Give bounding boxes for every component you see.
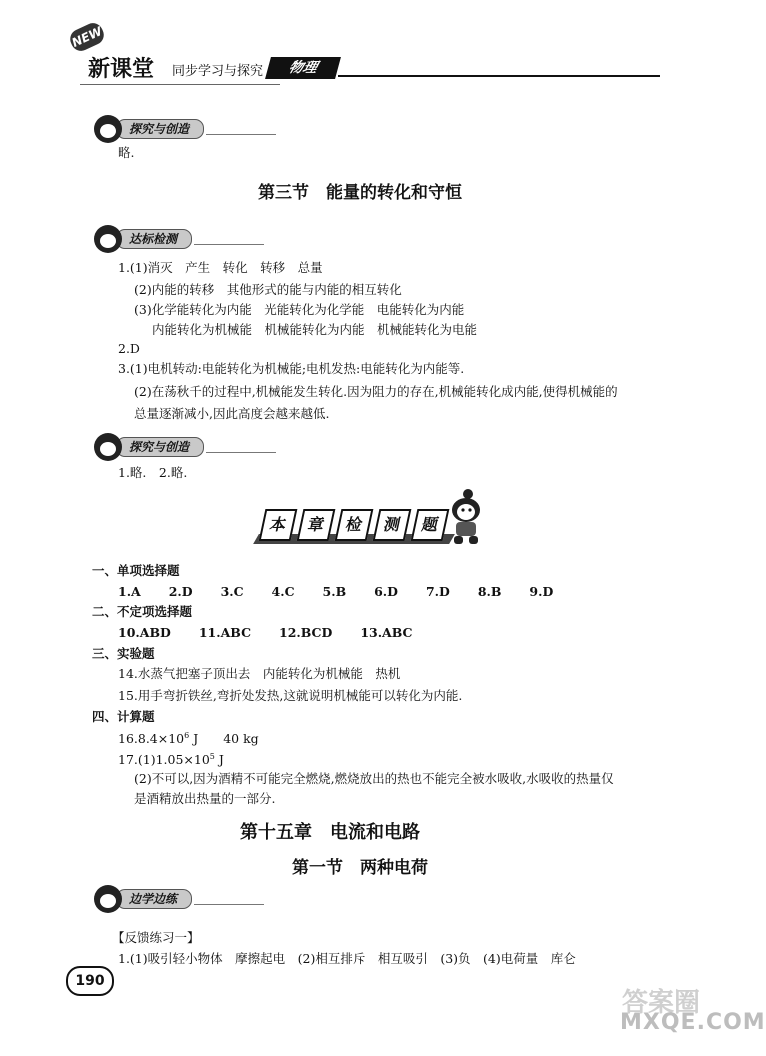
answer-item: 7.D [425, 584, 450, 599]
section-title: 第一节 两种电荷 [292, 858, 428, 878]
answer-line: (2)内能的转移 其他形式的能与内能的相互转化 [134, 282, 402, 297]
mascot-icon [94, 885, 122, 913]
answer-line: (2)不可以,因为酒精不可能完全燃烧,燃烧放出的热也不能完全被水吸收,水吸收的热量仅 [134, 771, 614, 786]
question-type-title: 一、单项选择题 [92, 563, 180, 578]
mascot-icon [94, 225, 122, 253]
answer-line: 1.(1)消灭 产生 转化 转移 总量 [118, 260, 323, 275]
practice-badge [94, 884, 264, 914]
banner-char: 检 [335, 509, 374, 541]
answer-line: (2)在荡秋千的过程中,机械能发生转化.因为阻力的存在,机械能转化成内能,使得机械能的 [134, 384, 618, 399]
answer-line: 2.D [118, 341, 140, 356]
answer-line: 总量逐渐减小,因此高度会越来越低. [134, 406, 330, 421]
badge-label: 达标检测 [116, 229, 192, 249]
answer-item: 2.D [168, 584, 193, 599]
mascot-icon [94, 115, 122, 143]
section-title: 第三节 能量的转化和守恒 [258, 183, 462, 203]
answer-line: 3.(1)电机转动:电能转化为机械能;电机发热:电能转化为内能等. [118, 361, 465, 376]
mascot-icon [446, 488, 486, 548]
badge-line [194, 244, 264, 245]
answer-item: 3.C [220, 584, 244, 599]
answer-item: 5.B [322, 584, 347, 599]
explore2-answer: 1.略. 2.略. [118, 465, 188, 480]
series-name: 同步学习与探究 [172, 64, 264, 79]
exponent: 6 [184, 731, 190, 740]
banner-char: 测 [373, 509, 412, 541]
explore-badge [94, 432, 276, 462]
answer-line: 内能转化为机械能 机械能转化为内能 机械能转化为电能 [152, 322, 478, 337]
answer-line [118, 749, 224, 768]
feedback-title: 【反馈练习一】 [112, 930, 200, 945]
multi-choice-answers [118, 625, 413, 641]
answer-item: 4.C [271, 584, 295, 599]
chapter-test-banner [258, 506, 450, 544]
check-badge [94, 224, 264, 254]
new-badge: NEW [67, 20, 107, 54]
header-rule [338, 75, 660, 77]
badge-line [206, 452, 276, 453]
chapter-title: 第十五章 电流和电路 [240, 822, 420, 843]
answer-line: 14.水蒸气把塞子顶出去 内能转化为机械能 热机 [118, 666, 401, 681]
badge-label: 探究与创造 [116, 119, 204, 139]
exponent: 5 [209, 752, 215, 761]
header-rule-thin [80, 84, 280, 85]
question-type-title: 二、不定项选择题 [92, 604, 193, 619]
answer-item: 1.A [118, 584, 141, 599]
question-type-title: 三、实验题 [92, 646, 155, 661]
answer-item: 9.D [529, 584, 554, 599]
answer-line: 1.(1)吸引轻小物体 摩擦起电 (2)相互排斥 相互吸引 (3)负 (4)电荷量 库仑 [118, 951, 576, 966]
subject-tag: 物理 [265, 57, 341, 79]
answer-item: 10.ABD [118, 625, 171, 640]
banner-char: 题 [411, 509, 450, 541]
answer-item: 11.ABC [198, 625, 252, 640]
watermark-logo: 答案圈 [622, 988, 701, 1018]
answer-item: 13.ABC [360, 625, 413, 640]
badge-line [194, 904, 264, 905]
answer-item: 6.D [374, 584, 398, 599]
answer-text: 17.(1)1.05×10 [118, 752, 210, 768]
answer-line: 是酒精放出热量的一部分. [134, 791, 276, 806]
badge-label: 探究与创造 [116, 437, 204, 457]
explore-badge [94, 114, 276, 144]
page-number: 190 [66, 966, 114, 996]
answer-text: J 40 kg [189, 731, 259, 747]
answer-item: 12.BCD [279, 625, 333, 640]
single-choice-answers [118, 584, 553, 600]
mascot-icon [94, 433, 122, 461]
answer-text: J [214, 752, 224, 768]
banner-char: 章 [297, 509, 336, 541]
answer-line [118, 728, 259, 747]
answer-line: 15.用手弯折铁丝,弯折处发热,这就说明机械能可以转化为内能. [118, 688, 463, 703]
answer-item: 8.B [477, 584, 502, 599]
explore1-answer: 略. [118, 145, 135, 160]
question-type-title: 四、计算题 [92, 709, 155, 724]
brand-logo: 新课堂 [88, 57, 155, 82]
answer-text: 16.8.4×10 [118, 731, 185, 747]
badge-line [206, 134, 276, 135]
badge-label: 边学边练 [116, 889, 192, 909]
watermark: MXQE.COM [620, 1010, 766, 1035]
banner-char: 本 [259, 509, 298, 541]
answer-line: (3)化学能转化为内能 光能转化为化学能 电能转化为内能 [134, 302, 465, 317]
